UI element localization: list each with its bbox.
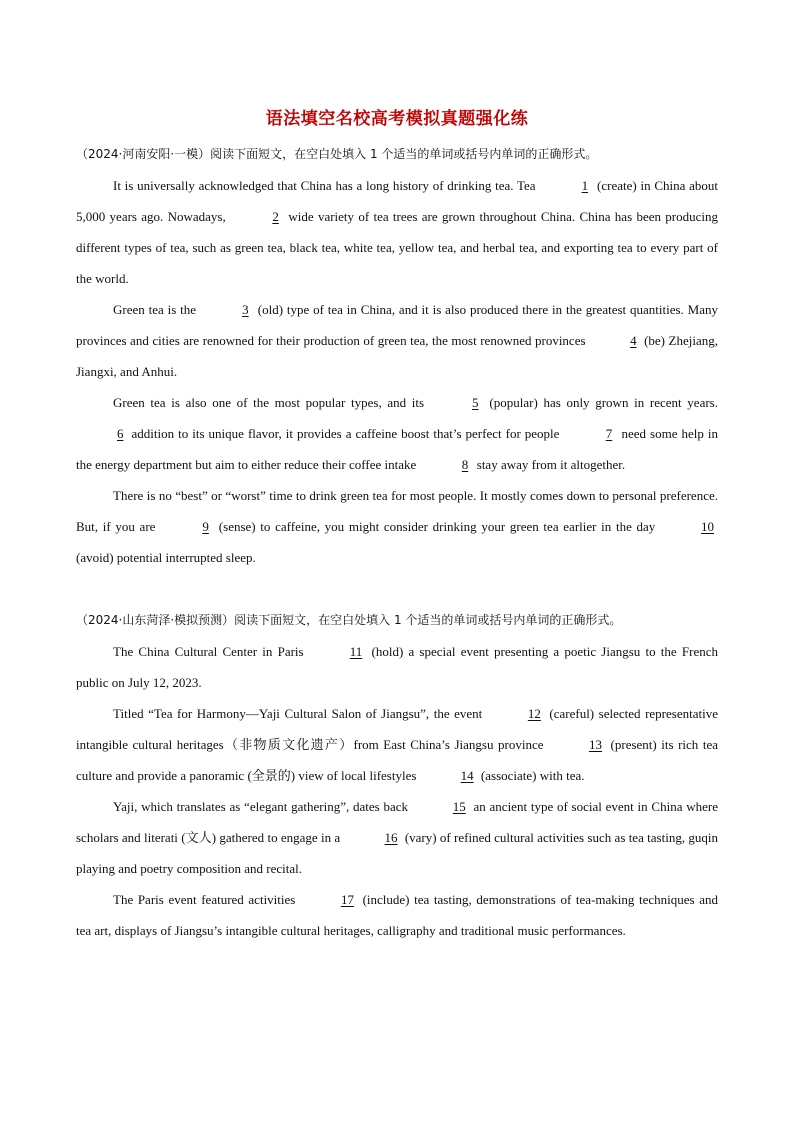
passage-2 bbox=[76, 610, 718, 946]
blank-10[interactable]: 10 bbox=[701, 519, 714, 534]
paragraph: There is no “best” or “worst” time to drink green tea for most people. It mostly comes down to personal preference. But, if you are 9 (sense) to caffeine, you might consider drinking your green tea earlier in the day 10 (avoid) potential interrupted sleep. bbox=[76, 488, 718, 565]
blank-3[interactable]: 3 bbox=[242, 302, 249, 317]
blank-8[interactable]: 8 bbox=[461, 457, 469, 472]
blank-1[interactable]: 1 bbox=[581, 178, 589, 193]
blank-11[interactable]: 11 bbox=[349, 644, 363, 659]
blank-6[interactable]: 6 bbox=[117, 426, 124, 441]
blank-5[interactable]: 5 bbox=[472, 395, 479, 410]
paragraph: Green tea is also one of the most popular types, and its 5 (popular) has only grown in recent years. 6 addition to its unique flavor, it provides a caffeine boost that’s perfect for people 7 need some help in the energy department but aim to either reduce their coffee intake 8 stay away from it altogether. bbox=[76, 387, 718, 480]
paragraph: It is universally acknowledged that China has a long history of drinking tea. Tea 1 (create) in China about 5,000 years ago. Nowadays, 2 wide variety of tea trees are grown throughout China. China has been producing different types of tea, such as green tea, black tea, white tea, yellow tea, and herbal tea, and exporting tea to every part of the world. bbox=[76, 170, 718, 294]
blank-15[interactable]: 15 bbox=[452, 799, 466, 814]
blank-2[interactable]: 2 bbox=[272, 209, 279, 224]
page-title: 语法填空名校高考模拟真题强化练 bbox=[265, 109, 529, 129]
paragraph: Green tea is the 3 (old) type of tea in China, and it is also produced there in the greatest quantities. Many provinces and cities are renowned for their production of green tea, the most renowned provinces 4 (be) Zhejiang, Jiangxi, and Anhui. bbox=[76, 294, 718, 387]
blank-13[interactable]: 13 bbox=[589, 737, 603, 752]
blank-12[interactable]: 12 bbox=[527, 706, 541, 721]
paragraph: Titled “Tea for Harmony—Yaji Cultural Salon of Jiangsu”, the event 12 (careful) selected representative intangible cultural heritages（非物质文化遗产）from East China’s Jiangsu province 13 (present) its rich tea culture and provide a panoramic (全景的) view of local lifestyles 14 (associate) with tea. bbox=[76, 698, 718, 791]
blank-17[interactable]: 17 bbox=[340, 892, 354, 907]
instruction-1: （2024·河南安阳·一模）阅读下面短文，在空白处填入 1 个适当的单词或括号内单词的正确形式。 bbox=[76, 147, 598, 161]
blank-7[interactable]: 7 bbox=[605, 426, 613, 441]
passage-1 bbox=[76, 144, 718, 573]
instruction-2: （2024·山东菏泽·模拟预测）阅读下面短文，在空白处填入 1 个适当的单词或括号内单词的正确形式。 bbox=[76, 613, 622, 627]
blank-16[interactable]: 16 bbox=[384, 830, 398, 845]
paragraph: The China Cultural Center in Paris 11 (hold) a special event presenting a poetic Jiangsu to the French public on July 12, 2023. bbox=[76, 636, 718, 698]
paragraph: Yaji, which translates as “elegant gathering”, dates back 15 an ancient type of social event in China where scholars and literati (文人) gathered to engage in a 16 (vary) of refined cultural activities such as tea tasting, guqin playing and poetry composition and recital. bbox=[76, 791, 718, 884]
blank-4[interactable]: 4 bbox=[630, 333, 637, 348]
paragraph: The Paris event featured activities 17 (include) tea tasting, demonstrations of tea-making techniques and tea art, displays of Jiangsu’s intangible cultural heritages, calligraphy and traditional music performances. bbox=[76, 884, 718, 946]
blank-9[interactable]: 9 bbox=[202, 519, 209, 534]
blank-14[interactable]: 14 bbox=[460, 768, 474, 783]
